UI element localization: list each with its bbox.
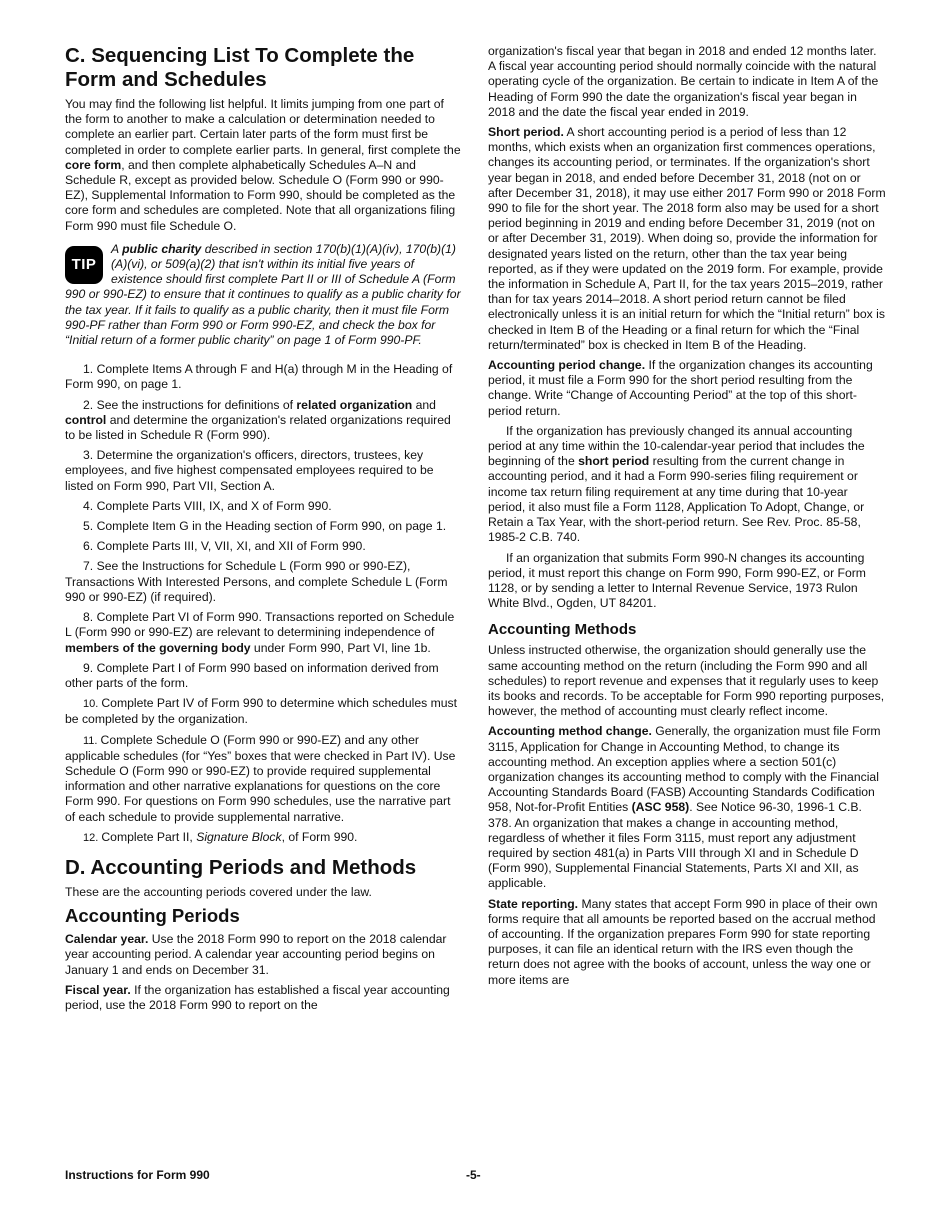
heading-accounting-periods: Accounting Periods xyxy=(65,905,240,927)
bold-term: public charity xyxy=(122,241,202,256)
text-run: A short accounting period is a period of less than 12 months, which exists when an organization first commences operations, changes its accounting period, or terminates. If the organization's short year began in 2018, and ended before December 31, 2018 (not on or after December 31, 2018), it may use either 2017 Form 990 or 2018 Form 990 to file for the short year. The 2018 form also may be used for a short period beginning in 2019 and ending before December 31, 2019 (not on or after December 31, 2019). When doing so, provide the information for designated years listed on the return, other than the tax year being reported, as if they were updated on the 2019 form. For example, provide the information in Schedule A, Part II, for the tax years 2015–2019, rather than for tax years 2014–2018. A short period return cannot be filed electronically unless it is an initial return for which the “Initial return” box is checked in Item B of the Heading or a final return for which the “Final return/terminated” box is checked in Item B of the Heading. xyxy=(488,125,886,352)
left-column xyxy=(65,40,463,1018)
list-item xyxy=(65,539,463,554)
list-item-number: 7. xyxy=(83,559,97,574)
list-item-number: 10. xyxy=(83,698,102,711)
text-run: Complete Schedule O (Form 990 or 990-EZ) and any other applicable schedules (for “Yes” boxes that were checked in Part IV). Use Schedule O (Form 990 or 990-EZ) to provide required supplemental information and other narrative explanations for questions on the core Form 990. For questions on Form 990 schedules, use the narrative part of each schedule to provide supplemental narrative. xyxy=(65,732,456,824)
sequencing-list xyxy=(65,362,463,846)
text-run: See the instructions for definitions of xyxy=(96,397,297,412)
text-run: under Form 990, Part VI, line 1b. xyxy=(250,640,431,655)
list-item xyxy=(65,362,463,392)
text-run: See the Instructions for Schedule L (Form 990 or 990-EZ), Transactions With Interested Persons, and complete Schedule L (Form 990 or 990-EZ) (if required). xyxy=(65,559,448,604)
text-run: and determine the organization's related organizations required to be listed in Schedule R (Form 990). xyxy=(65,412,451,443)
text-run: Complete Part IV of Form 990 to determine which schedules must be completed by the organization. xyxy=(65,696,457,727)
list-item-number: 9. xyxy=(83,660,97,675)
text-run: and xyxy=(412,397,436,412)
text-run: Use the 2018 Form 990 to report on the 2018 calendar year accounting period. A calendar year accounting period begins on January 1 and ends on December 31. xyxy=(65,932,447,977)
methods-intro: Unless instructed otherwise, the organization should generally use the same accounting method on the return (including the Form 990 and all schedules) to report revenue and expenses that it regularly uses to keep its books and records. To be acceptable for Form 990 reporting purposes, however, the method of accounting must clearly reflect income. xyxy=(488,643,885,719)
text-run: Complete Part VI of Form 990. Transactions reported on Schedule L (Form 990 or 990-EZ) are relevant to determining independence of xyxy=(65,610,455,640)
list-item xyxy=(65,559,463,605)
heading-accounting-periods-methods: D. Accounting Periods and Methods xyxy=(65,855,417,879)
text-run: If the organization has established a fiscal year accounting period, use the 2018 Form 990 to report on the xyxy=(65,982,450,1012)
list-item xyxy=(65,696,463,727)
list-item xyxy=(65,499,463,514)
bold-term: core form xyxy=(65,157,122,172)
text-run: described in section 170(b)(1)(A)(iv), 170(b)(1)(A)(vi), or 509(a)(2) that isn't within its initial five years of existence should first complete Part II or III of Schedule A (Form 990 or 990-EZ) to ensure that it continues to qualify as a public charity for the tax year. If it fails to qualify as a public charity, then it must file Form 990-PF rather than Form 990 or Form 990-EZ, and check the box for “Initial return of a former public charity” on page 1 of Form 990-PF. xyxy=(65,241,461,348)
list-item-number: 3. xyxy=(83,448,97,463)
heading-accounting-methods: Accounting Methods xyxy=(488,621,637,639)
text-run: , and then complete alphabetically Schedules A–N and Schedule R, except as provided below. Schedule O (Form 990 or 990-EZ), Supplemental Information to Form 990, should be completed as the core form and schedules are completed. Note that all organizations filing Form 990 must file Schedule O. xyxy=(65,157,456,233)
tip-icon: TIP xyxy=(65,246,103,284)
text-run: , of Form 990. xyxy=(281,829,358,844)
bold-term: control xyxy=(65,412,107,427)
list-item-number: 2. xyxy=(83,397,97,412)
right-column xyxy=(488,44,886,993)
d-intro: These are the accounting periods covered under the law. xyxy=(65,884,372,899)
bold-term: Short period. xyxy=(488,125,564,140)
bold-term: related organization xyxy=(296,397,413,412)
text-run: Complete Items A through F and H(a) through M in the Heading of Form 990, on page 1. xyxy=(65,362,453,392)
bold-term: State reporting. xyxy=(488,896,579,911)
text-run: Determine the organization's officers, directors, trustees, key employees, and five highest compensated employees required to be listed on Form 990, Part VII, Section A. xyxy=(65,448,434,493)
bold-term: Calendar year. xyxy=(65,932,149,947)
text-run: You may find the following list helpful. It limits jumping from one part of the form to another to make a calculation or determination needed to complete an earlier part. Certain later parts of the form must first be completed in order to complete earlier parts. In general, first complete the xyxy=(65,97,461,157)
text-run: Many states that accept Form 990 in place of their own forms require that all amounts be reported based on the accrual method of accounting. If the organization prepares Form 990 for state reporting purposes, it can file an identical return with the IRS even though the return does not agree with the books of account, unless the way one or more items are xyxy=(488,896,878,987)
fiscal-year-paragraph xyxy=(65,983,463,1013)
list-item xyxy=(65,661,463,691)
list-item xyxy=(65,830,463,846)
footer-form-title: Instructions for Form 990 xyxy=(65,1168,210,1182)
list-item-number: 11. xyxy=(83,734,101,747)
bold-term: Fiscal year. xyxy=(65,982,131,997)
calendar-year-paragraph xyxy=(65,932,463,978)
list-item-number: 6. xyxy=(83,539,97,554)
bold-term: (ASC 958) xyxy=(631,800,690,815)
list-item-number: 4. xyxy=(83,498,97,513)
short-period-paragraph xyxy=(488,125,886,353)
text-run: If the organization has previously changed its annual accounting period at any time within the 10-calendar-year period that includes the beginning of the xyxy=(488,423,865,469)
list-item-number: 1. xyxy=(83,362,97,377)
heading-sequencing-list: C. Sequencing List To Complete the Form and Schedules xyxy=(65,44,415,91)
footer-page-number: -5- xyxy=(466,1168,481,1182)
italic-term: Signature Block xyxy=(196,829,282,844)
tip-note xyxy=(65,242,463,348)
text-run: resulting from the current change in accounting period, and it had a Form 990-series filing requirement or income tax return filing requirement at any time during that 10-year period, it also must file a Form 1128, Application To Adopt, Change, or Retain a Tax Year, with the short-period return. See Rev. Proc. 85-58, 1985-2 C.B. 740. xyxy=(488,454,865,545)
text-run: Complete Parts VIII, IX, and X of Form 990. xyxy=(96,498,332,513)
method-change-paragraph xyxy=(488,724,886,891)
form-990n-change-paragraph: If an organization that submits Form 990-N changes its accounting period, it must report this change on Form 990, Form 990-EZ, or Form 1128, or by sending a letter to Internal Revenue Service, 1973 Rulon White Blvd., Ogden, UT 84201. xyxy=(488,550,866,611)
bold-term: short period xyxy=(578,454,650,469)
text-run: Complete Part I of Form 990 based on information derived from other parts of the form. xyxy=(65,660,439,690)
sequencing-intro xyxy=(65,97,463,234)
text-run: . See Notice 96-30, 1996-1 C.B. 378. An organization that makes a change in accounting method, regardless of whether it files Form 3115, must report any adjustment required by section 481(a) in Parts VIII through XI and in Schedule D (Form 990), Supplemental Financial Statements, Parts XI and XII, as applicable. xyxy=(488,800,862,891)
text-run: Generally, the organization must file Form 3115, Application for Change in Accounting Method, to change its accounting method. An exception applies where a section 501(c) organization changes its accounting method to comply with the Financial Accounting Standards Board (FASB) Accounting Standards Codification 958, Not-for-Profit Entities xyxy=(488,724,881,815)
list-item-number: 8. xyxy=(83,610,97,625)
bold-term: members of the governing body xyxy=(65,640,251,655)
bold-term: Accounting period change. xyxy=(488,358,646,373)
list-item xyxy=(65,448,463,494)
text-run: Complete Part II, xyxy=(101,829,197,844)
list-item-number: 12. xyxy=(83,831,102,844)
list-item xyxy=(65,610,463,656)
tip-text xyxy=(65,242,463,348)
text-run: If the organization changes its accounting period, it must file a Form 990 for the short period resulting from the change. Write “Change of Accounting Period” at the top of this short-period return. xyxy=(488,358,873,418)
text-run: A xyxy=(111,241,123,256)
text-run: Complete Parts III, V, VII, XI, and XII of Form 990. xyxy=(96,539,366,554)
list-item xyxy=(65,519,463,534)
bold-term: Accounting method change. xyxy=(488,724,652,739)
text-run: Complete Item G in the Heading section of Form 990, on page 1. xyxy=(96,519,447,534)
list-item xyxy=(65,398,463,444)
list-item-number: 5. xyxy=(83,519,97,534)
list-item xyxy=(65,733,463,825)
fiscal-year-continued: organization's fiscal year that began in 2018 and ended 12 months later. A fiscal year accounting period should normally coincide with the natural operating cycle of the organization. Be certain to indicate in Item A of the Heading of Form 990 the date the organization's fiscal year began in 2018 and the date the fiscal year ended in 2019. xyxy=(488,44,879,119)
period-change-paragraph xyxy=(488,358,886,419)
state-reporting-paragraph xyxy=(488,897,886,988)
previous-change-paragraph xyxy=(488,424,886,546)
